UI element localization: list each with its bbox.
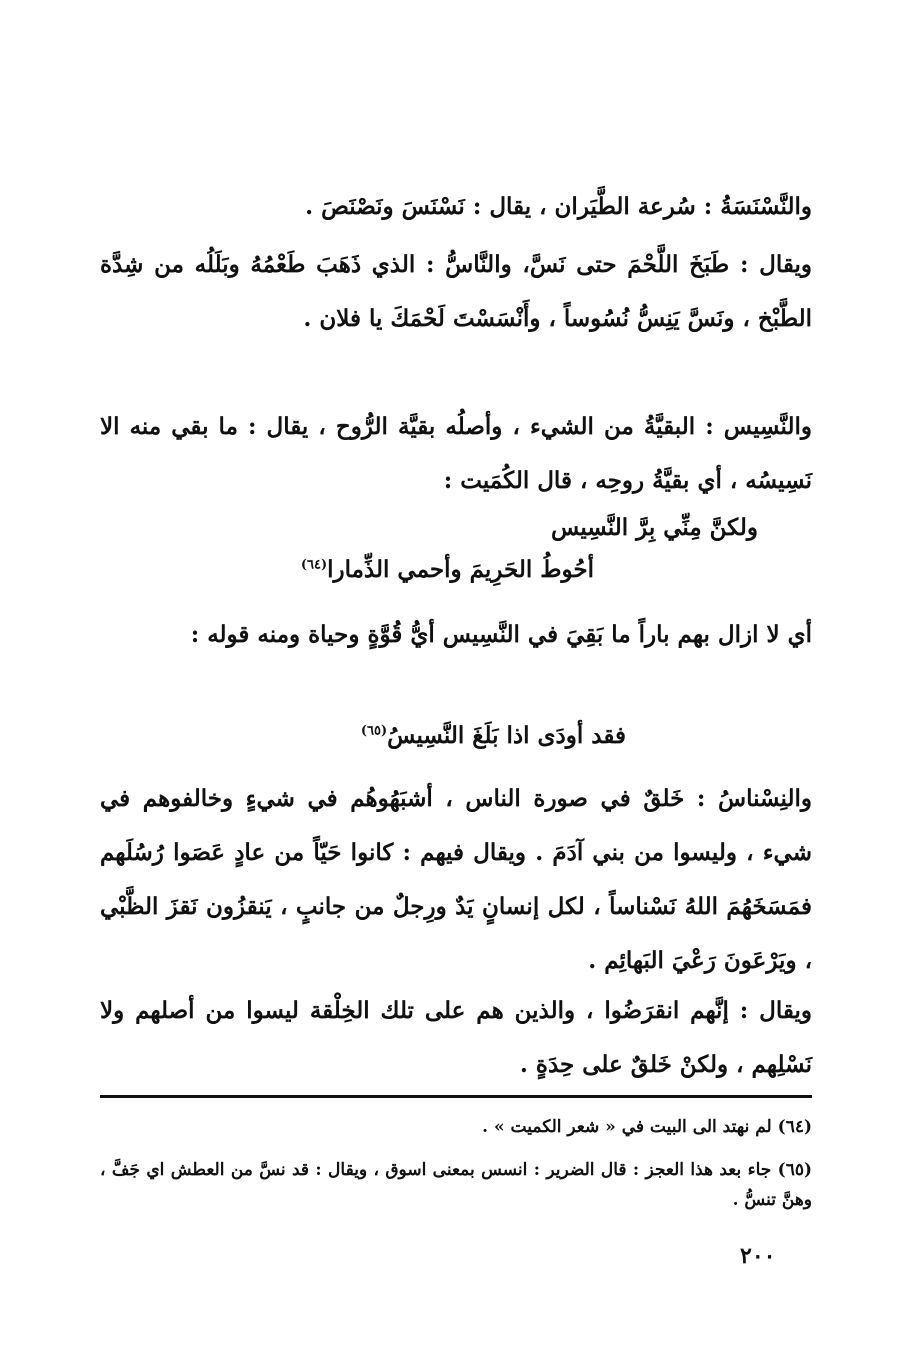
footnote-ref-64: (٦٤) (300, 557, 328, 573)
verse-kumait-line2-text: أحُوطُ الحَرِيمَ وأحمي الذِّمارا (327, 556, 594, 583)
verse-second (361, 722, 626, 749)
verse-second-text: فقد أودَى اذا بَلَغَ النَّسِيسُ (387, 722, 626, 749)
paragraph-nasis: والنَّسِيس : البقيَّةُ من الشيء ، وأصلُه بقيَّة الرُّوح ، يقال : ما بقي منه الا نَسِيسُه ، أي بقيَّةُ روحِه ، قال الكُمَيت : (100, 413, 812, 494)
paragraph-nass: ويقال : طَبَخَ اللَّحْمَ حتى نَسَّ، والنَّاسُّ : الذي ذَهَبَ طَعْمُهُ وبَلَلُه من شِدَّة الطَّبْخ ، ونَسَّ يَنِسُّ نُسُوساً ، وأَنْسَسْتَ لَحْمَكَ يا فلان . (100, 251, 812, 332)
paragraph-nasnasa: والنَّسْنَسَةُ : سُرعة الطَّيَران ، يقال : نَسْنَسَ ونَصْنَصَ . (305, 193, 812, 220)
paragraph-explanation: أي لا ازال بهم باراً ما بَقِيَ في النَّسِيس أيُّ قُوَّةٍ وحياة ومنه قوله : (190, 621, 812, 648)
paragraph-extinct: ويقال : إنَّهم انقرَضُوا ، والذين هم على تلك الخِلْقة ليسوا من أصلهم ولا نَسْلِهم ، ولكنْ خَلقٌ على حِدَةٍ . (100, 997, 812, 1078)
footnote-64: (٦٤) لم نهتد الى البيت في « شعر الكميت » . (482, 1117, 812, 1137)
verse-kumait-line1: ولكنَّ مِنِّي بِرَّ النَّسِيس (551, 514, 758, 541)
footnote-divider (100, 1095, 812, 1098)
paragraph-nisnas: والنِسْناسُ : خَلقٌ في صورة الناس ، أشبَهُوهُم في شيءٍ وخالفوهم في شيء ، وليسوا من بني آدَمَ . ويقال فيهم : كانوا حَيّاً من عادٍ عَصَوا رُسُلَهم فمَسَخَهُمَ اللهُ نَسْناساً ، لكل إنسانٍ يَدٌ ورِجلٌ من جانبٍ ، يَنقزُون نَقزَ الظَّبْي ، ويَرْعَونَ رَعْيَ البَهائِم . (100, 785, 812, 974)
verse-kumait-line2 (301, 556, 594, 583)
footnote-65: (٦٥) جاء بعد هذا العجز : قال الضرير : انسس بمعنى اسوق ، ويقال : قد نسَّ من العطش اي جَفَّ ، وهنَّ تنسُّ . (100, 1160, 812, 1210)
footnote-ref-65: (٦٥) (360, 723, 388, 739)
page-number: ٢٠٠ (740, 1243, 776, 1269)
